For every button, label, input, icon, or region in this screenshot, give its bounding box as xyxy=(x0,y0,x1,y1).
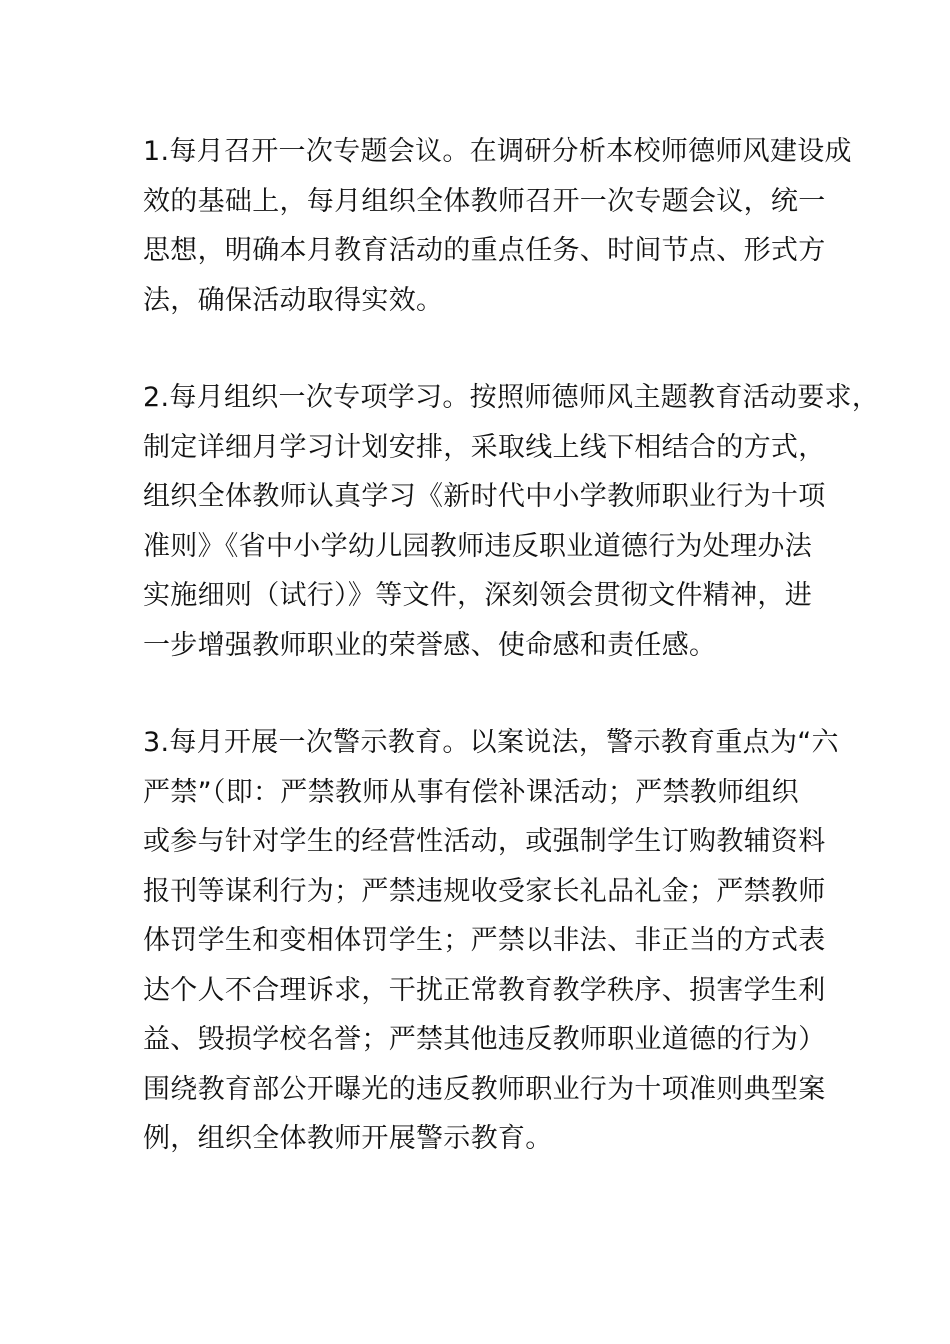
text-line: 例，组织全体教师开展警示教育。 xyxy=(143,1123,553,1154)
text-line: 达个人不合理诉求，干扰正常教育教学秩序、损害学生利 xyxy=(143,974,826,1006)
paragraph-warning-education xyxy=(143,718,839,1164)
text-line: 3.每月开展一次警示教育。以案说法，警示教育重点为“六 xyxy=(143,727,839,758)
text-line: 法，确保活动取得实效。 xyxy=(143,284,444,316)
text-line: 围绕教育部公开曝光的违反教师职业行为十项准则典型案 xyxy=(143,1073,826,1105)
text-line: 报刊等谋利行为；严禁违规收受家长礼品礼金；严禁教师 xyxy=(143,875,826,907)
text-line: 思想，明确本月教育活动的重点任务、时间节点、形式方 xyxy=(143,235,826,266)
text-line: 实施细则（试行）》等文件，深刻领会贯彻文件精神，进 xyxy=(143,580,812,611)
text-line: 2.每月组织一次专项学习。按照师德师风主题教育活动要求， xyxy=(143,382,880,413)
text-line: 益、毁损学校名誉；严禁其他违反教师职业道德的行为） xyxy=(143,1024,826,1055)
text-line: 制定详细月学习计划安排，采取线上线下相结合的方式， xyxy=(143,431,826,463)
text-line: 准则》《省中小学幼儿园教师违反职业道德行为处理办法 xyxy=(143,530,812,562)
text-line: 严禁”（即：严禁教师从事有偿补课活动；严禁教师组织 xyxy=(143,776,799,808)
text-line: 效的基础上，每月组织全体教师召开一次专题会议，统一 xyxy=(143,185,826,217)
text-line: 或参与针对学生的经营性活动，或强制学生订购教辅资料 xyxy=(143,826,826,857)
text-line: 组织全体教师认真学习《新时代中小学教师职业行为十项 xyxy=(143,481,826,512)
text-line: 一步增强教师职业的荣誉感、使命感和责任感。 xyxy=(143,629,717,661)
paragraph-monthly-meeting xyxy=(143,127,852,325)
text-line: 1.每月召开一次专题会议。在调研分析本校师德师风建设成 xyxy=(143,136,852,167)
text-line: 体罚学生和变相体罚学生；严禁以非法、非正当的方式表 xyxy=(143,925,826,956)
paragraph-monthly-study xyxy=(143,373,880,670)
document-body xyxy=(143,127,880,1212)
